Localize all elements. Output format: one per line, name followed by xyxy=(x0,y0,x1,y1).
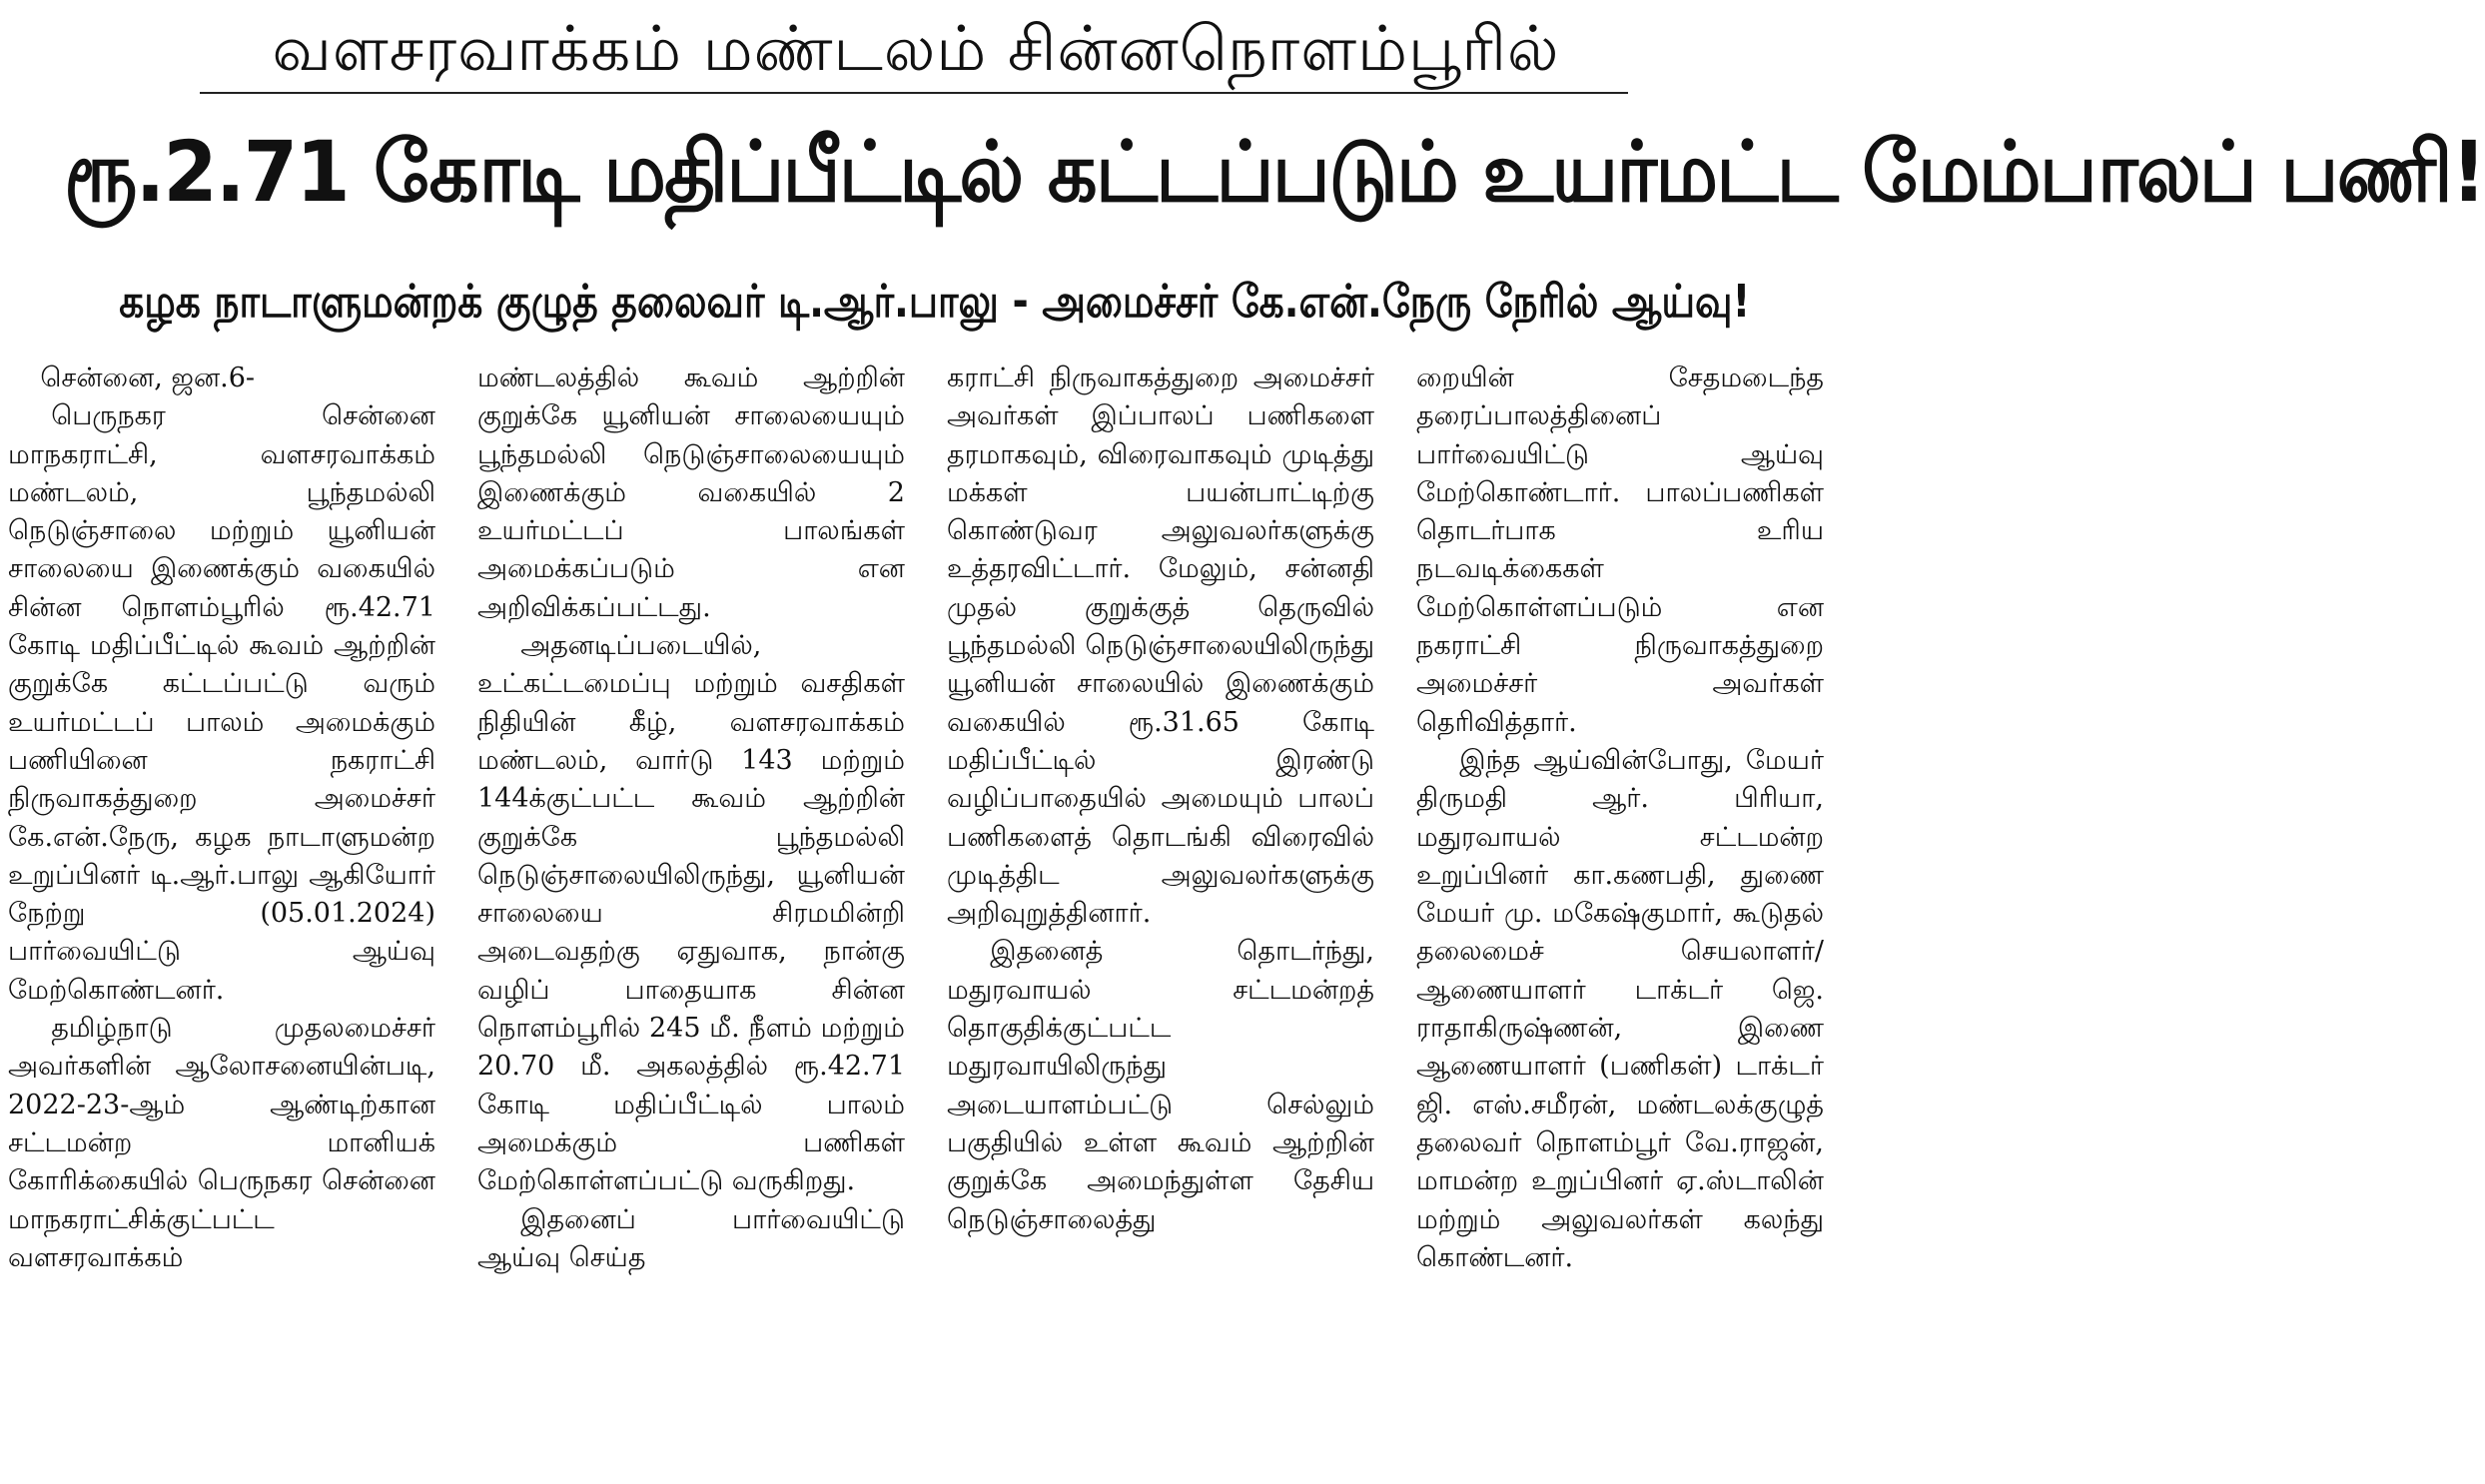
article-paragraph: றையின் சேதமடைந்த தரைப்பாலத்தினைப் பார்வையிட்டு ஆய்வு மேற்கொண்டார். பாலப்பணிகள் தொடர்பாக உரிய நடவடிக்கைகள் மேற்கொள்ளப்படும் என நகராட்சி நிருவாகத்துறை அமைச்சர் அவர்கள் தெரிவித்தார். xyxy=(1416,363,1824,738)
main-headline: ரூ.2.71 கோடி மதிப்பீட்டில் கட்டப்படும் உயர்மட்ட மேம்பாலப் பணி! xyxy=(64,123,2485,221)
heading-divider xyxy=(200,92,1628,94)
article-paragraph: மண்டலத்தில் கூவம் ஆற்றின் குறுக்கே யூனியன் சாலையையும் பூந்தமல்லி நெடுஞ்சாலையையும் இணைக்கும் வகையில் 2 உயர்மட்டப் பாலங்கள் அமைக்கப்படும் என அறிவிக்கப்பட்டது. xyxy=(477,363,905,623)
subheadline: கழக நாடாளுமன்றக் குழுத் தலைவர் டி.ஆர்.பாலு - அமைச்சர் கே.என்.நேரு நேரில் ஆய்வு! xyxy=(119,275,1751,328)
kicker-heading: வளசரவாக்கம் மண்டலம் சின்னநொளம்பூரில் xyxy=(272,12,1560,85)
article-paragraph: கராட்சி நிருவாகத்துறை அமைச்சர் அவர்கள் இப்பாலப் பணிகளை தரமாகவும், விரைவாகவும் முடித்து மக்கள் பயன்பாட்டிற்கு கொண்டுவர அலுவலர்களுக்கு உத்தரவிட்டார். மேலும், சன்னதி முதல் குறுக்குத் தெருவில் பூந்தமல்லி நெடுஞ்சாலையிலிருந்து யூனியன் சாலையில் இணைக்கும் வகையில் ரூ.31.65 கோடி மதிப்பீட்டில் இரண்டு வழிப்பாதையில் அமையும் பாலப் பணிகளைத் தொடங்கி விரைவில் முடித்திட அலுவலர்களுக்கு அறிவுறுத்தினார். xyxy=(947,363,1374,930)
article-column-1 xyxy=(8,360,435,1478)
article-column-2 xyxy=(477,360,905,1478)
article-column-4 xyxy=(1416,360,1824,1478)
article-paragraph: அதனடிப்படையில், உட்கட்டமைப்பு மற்றும் வசதிகள் நிதியின் கீழ், வளசரவாக்கம் மண்டலம், வார்டு 143 மற்றும் 144க்குட்பட்ட கூவம் ஆற்றின் குறுக்கே பூந்தமல்லி நெடுஞ்சாலையிலிருந்து, யூனியன் சாலையை சிரமமின்றி அடைவதற்கு ஏதுவாக, நான்கு வழிப் பாதையாக சின்ன நொளம்பூரில் 245 மீ. நீளம் மற்றும் 20.70 மீ. அகலத்தில் ரூ.42.71 கோடி மதிப்பீட்டில் பாலம் அமைக்கும் பணிகள் மேற்கொள்ளப்பட்டு வருகிறது. xyxy=(477,630,905,1197)
article-paragraph: இதனைத் தொடர்ந்து, மதுரவாயல் சட்டமன்றத் தொகுதிக்குட்பட்ட மதுரவாயிலிருந்து அடையாளம்பட்டு செல்லும் பகுதியில் உள்ள கூவம் ஆற்றின் குறுக்கே அமைந்துள்ள தேசிய நெடுஞ்சாலைத்து xyxy=(947,936,1374,1235)
article-column-3 xyxy=(947,360,1374,1478)
dateline: சென்னை, ஜன.6- xyxy=(40,363,256,393)
article-paragraph: இதனைப் பார்வையிட்டு ஆய்வு செய்த xyxy=(477,1203,905,1273)
article-paragraph: பெருநகர சென்னை மாநகராட்சி, வளசரவாக்கம் மண்டலம், பூந்தமல்லி நெடுஞ்சாலை மற்றும் யூனியன் சாலையை இணைக்கும் வகையில் சின்ன நொளம்பூரில் ரூ.42.71 கோடி மதிப்பீட்டில் கூவம் ஆற்றின் குறுக்கே கட்டப்பட்டு வரும் உயர்மட்டப் பாலம் அமைக்கும் பணியினை நகராட்சி நிருவாகத்துறை அமைச்சர் கே.என்.நேரு, கழக நாடாளுமன்ற உறுப்பினர் டி.ஆர்.பாலு ஆகியோர் நேற்று (05.01.2024) பார்வையிட்டு ஆய்வு மேற்கொண்டனர். xyxy=(8,400,435,1006)
article-paragraph: தமிழ்நாடு முதலமைச்சர் அவர்களின் ஆலோசனையின்படி, 2022-23-ஆம் ஆண்டிற்கான சட்டமன்ற மானியக் கோரிக்கையில் பெருநகர சென்னை மாநகராட்சிக்குட்பட்ட வளசரவாக்கம் xyxy=(8,1013,435,1273)
article-paragraph: இந்த ஆய்வின்போது, மேயர் திருமதி ஆர். பிரியா, மதுரவாயல் சட்டமன்ற உறுப்பினர் கா.கணபதி, துணை மேயர் மு. மகேஷ்குமார், கூடுதல் தலைமைச் செயலாளர்/ ஆணையாளர் டாக்டர் ஜெ. ராதாகிருஷ்ணன், இணை ஆணையாளர் (பணிகள்) டாக்டர் ஜி. எஸ்.சமீரன், மண்டலக்குழுத் தலைவர் நொளம்பூர் வே.ராஜன், மாமன்ற உறுப்பினர் ஏ.ஸ்டாலின் மற்றும் அலுவலர்கள் கலந்து கொண்டனர். xyxy=(1416,744,1824,1273)
